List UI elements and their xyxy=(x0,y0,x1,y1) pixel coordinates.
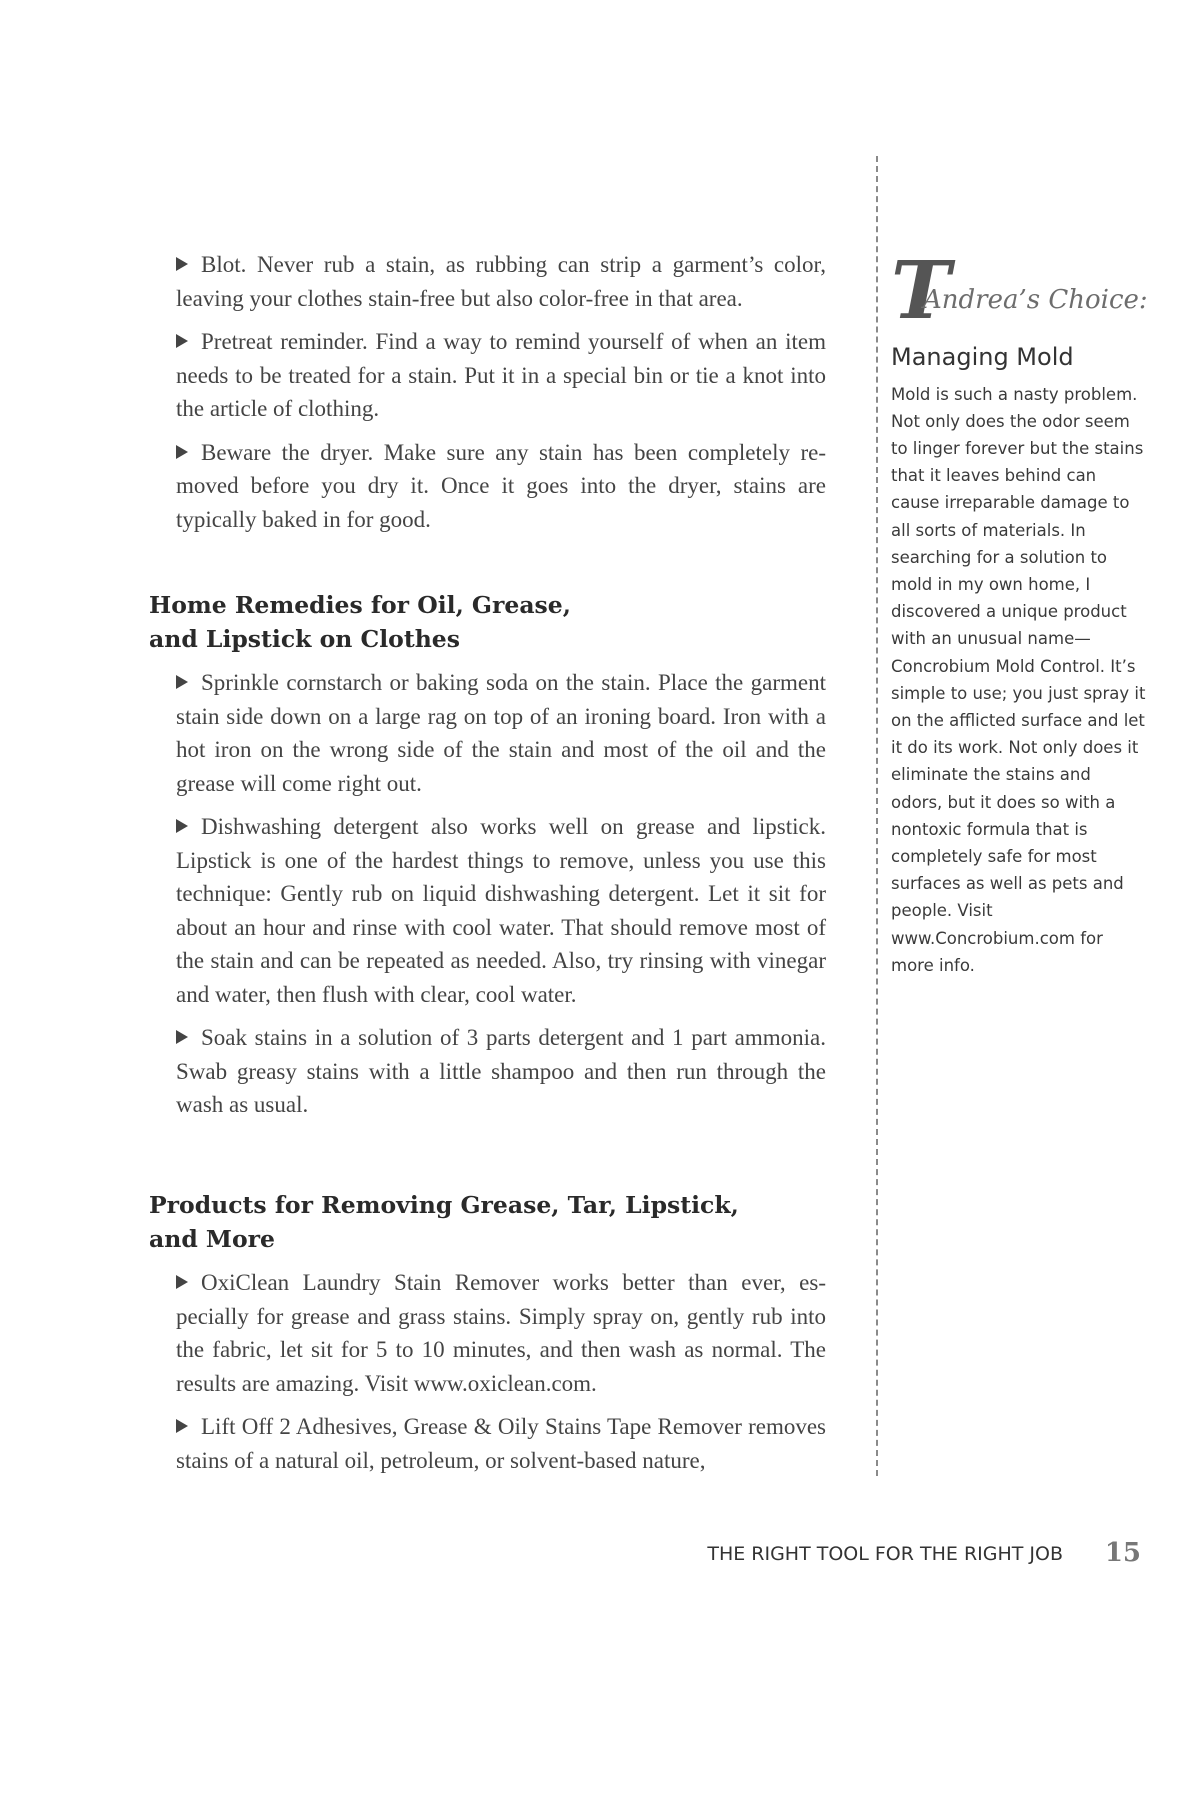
tip-blot: Blot. Never rub a stain, as rubbing can strip a garment’s color, leaving your clothes stain-free but also color-free in that area. xyxy=(176,252,826,311)
tip-dryer: Beware the dryer. Make sure any stain has been completely removed before you dry it. Once it goes into the dryer, stains are typically baked in for good. xyxy=(176,439,826,532)
sidebar-body: Mold is such a nasty problem. Not only does the odor seem to linger forever but the stains that it leaves behind can cause irreparable damage to all sorts of materials. In searching for a solution to mold in my own home, I discovered a unique product with an unusual name—Concrobium Mold Control. It’s simple to use; you just spray it on the afflicted surface and let it do its work. Not only does it eliminate the stains and odors, but it does so with a nontoxic formula that is completely safe for most surfaces as well as pets and people. Visit www.Concrobium.com for more info. xyxy=(891,384,1146,975)
page-footer xyxy=(695,1540,1145,1570)
dashed-column-divider xyxy=(876,156,878,1476)
product-oxiclean: OxiClean Laundry Stain Remover works better than ever, especially for grease and grass stains. Simply spray on, gently rub into the fabric, let sit for 5 to 10 minutes, and then wash as normal. The results are amazing. Visit www.oxiclean.com. xyxy=(176,1270,826,1396)
product-lift-off: Lift Off 2 Adhesives, Grease & Oily Stains Tape Remover removes stains of a natural oil, petroleum, or solvent-based nature, xyxy=(176,1414,826,1473)
triangle-bullet-icon xyxy=(176,1275,188,1289)
remedy-ammonia-soak: Soak stains in a solution of 3 parts detergent and 1 part ammonia. Swab greasy stains with a little shampoo and then run through the wash as usual. xyxy=(176,1025,826,1117)
section-heading: Products for Removing Grease, Tar, Lipstick, and More xyxy=(149,1191,739,1253)
products-section xyxy=(149,1188,826,1487)
triangle-bullet-icon xyxy=(176,334,188,348)
triangle-bullet-icon xyxy=(176,1030,188,1044)
tip-pretreat: Pretreat reminder. Find a way to remind yourself of when an item needs to be treated for a stain. Put it in a special bin or tie a knot into the article of clothing. xyxy=(176,329,826,421)
triangle-bullet-icon xyxy=(176,445,188,459)
section-heading: Home Remedies for Oil, Grease, and Lipstick on Clothes xyxy=(149,591,571,653)
page-number: 15 xyxy=(1104,1538,1141,1568)
triangle-bullet-icon xyxy=(176,1419,188,1433)
home-remedies-section xyxy=(149,588,826,1132)
triangle-bullet-icon xyxy=(176,819,188,833)
intro-tips xyxy=(176,248,826,546)
andreas-choice-label: Andrea’s Choice: xyxy=(923,285,1148,315)
triangle-bullet-icon xyxy=(176,257,188,271)
drop-cap-letter: T xyxy=(891,243,951,337)
remedy-dish-detergent: Dishwashing detergent also works well on grease and lipstick. Lipstick is one of the hardest things to remove, unless you use this technique: Gently rub on liquid dishwashing detergent. Let it sit for about an hour and rinse with cool water. That should remove most of the stain and can be repeated as needed. Also, try rinsing with vinegar and water, then flush with clear, cool water. xyxy=(176,814,826,1007)
remedy-cornstarch: Sprinkle cornstarch or baking soda on the stain. Place the garment stain side down on a large rag on top of an ironing board. Iron with a hot iron on the wrong side of the stain and most of the oil and the grease will come right out. xyxy=(176,670,826,796)
sidebar-title: Managing Mold xyxy=(891,343,1074,371)
running-title: THE RIGHT TOOL FOR THE RIGHT JOB xyxy=(707,1543,1063,1565)
triangle-bullet-icon xyxy=(176,675,188,689)
